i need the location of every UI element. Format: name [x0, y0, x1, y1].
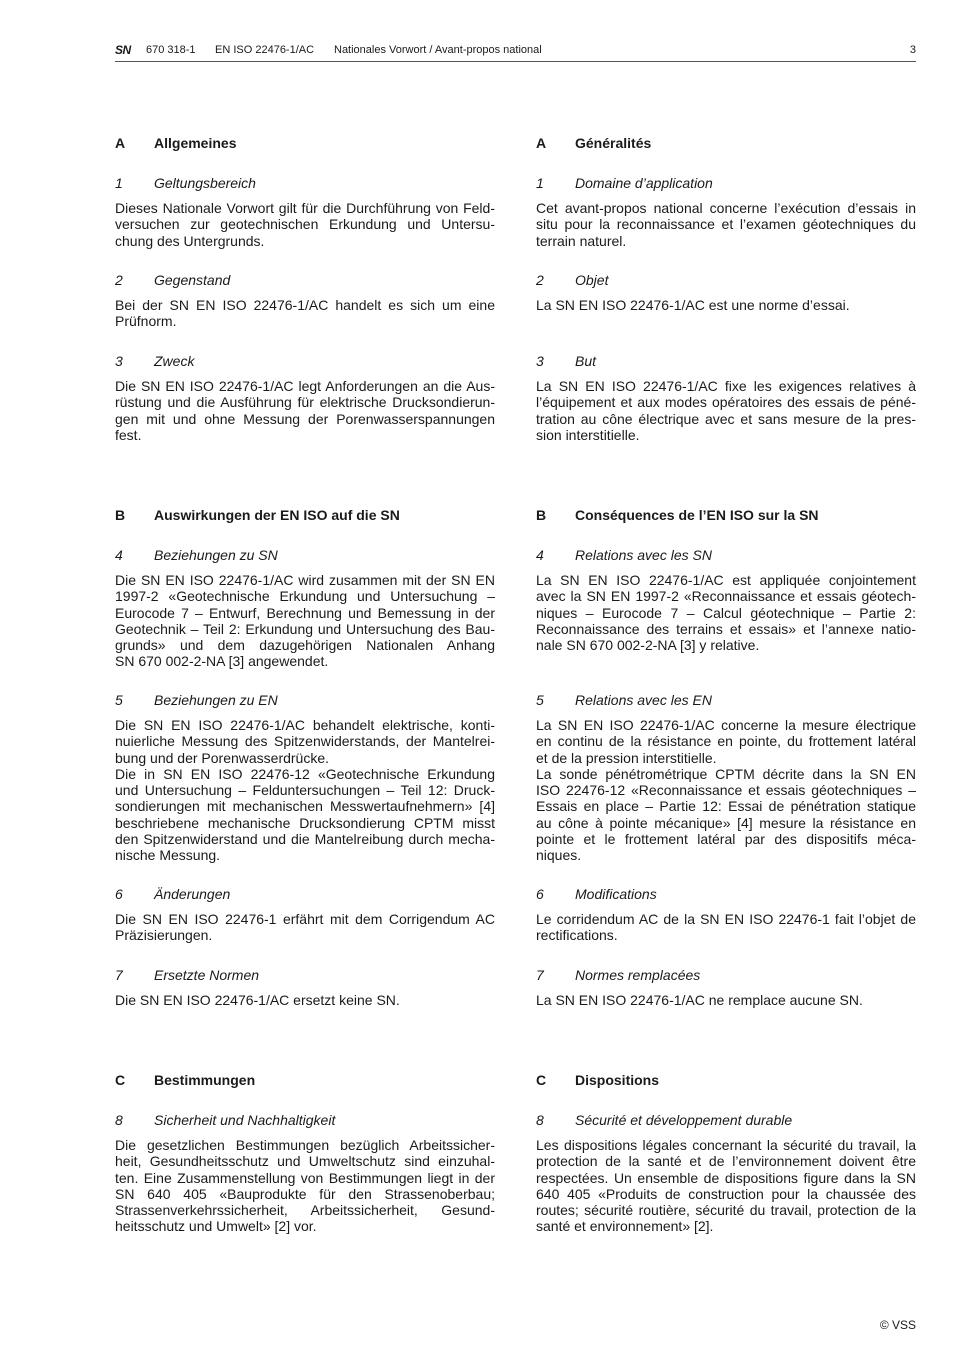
paragraph-s8	[115, 1137, 495, 1235]
heading-number: 3	[536, 353, 544, 369]
text-line: heit, Gesundheitsschutz und Umweltschutz sind einzuhal-	[115, 1153, 495, 1170]
text-line: Die gesetzlichen Bestimmungen bezüglich Arbeitssicher-	[115, 1137, 495, 1153]
text-line: La SN EN ISO 22476-1/AC concerne la mesure électrique	[536, 717, 916, 733]
text-line: tration au cône électrique avec et sans mesure de la pres-	[536, 410, 916, 427]
text-line: sion interstitielle.	[536, 426, 640, 443]
text-line: protection de la santé et de l’environnement doivent être	[536, 1153, 916, 1170]
text-line: Die SN EN ISO 22476-1/AC ersetzt keine SN.	[115, 992, 400, 1008]
heading-number: C	[536, 1072, 547, 1088]
heading-title: Änderungen	[154, 886, 231, 902]
heading-number: 5	[115, 692, 123, 708]
text-line: Die SN EN ISO 22476-1 erfährt mit dem Corrigendum AC	[115, 911, 495, 927]
text-line: gen mit und ohne Messung der Porenwasserspannungen	[115, 410, 495, 427]
text-line: versuchen zur geotechnischen Erkundung und Untersu-	[115, 216, 495, 233]
paragraph-s1	[536, 200, 916, 249]
text-line: et de la pression interstitielle.	[536, 749, 717, 766]
heading-title: Auswirkungen der EN ISO auf die SN	[154, 507, 400, 523]
heading-number: 4	[115, 547, 123, 563]
text-line: Die SN EN ISO 22476-1/AC legt Anforderungen an die Aus-	[115, 378, 495, 394]
text-line: nuierliche Messung des Spitzenwiderstands, der Mantelrei-	[115, 733, 495, 750]
text-line: Die in SN EN ISO 22476-12 «Geotechnische Erkundung	[115, 765, 495, 782]
text-line: La SN EN ISO 22476-1/AC est appliquée conjointement	[536, 572, 916, 588]
text-line: en continu de la résistance en pointe, du frottement latéral	[536, 733, 916, 750]
heading-title: Sicherheit und Nachhaltigkeit	[154, 1112, 336, 1128]
text-line: rüstung und die Ausführung für elektrische Drucksondierun-	[115, 394, 495, 411]
heading-title: Allgemeines	[154, 135, 237, 151]
paragraph-s1	[115, 200, 495, 249]
text-line: nische Messung.	[115, 847, 221, 864]
text-line: au cône à pointe mécanique» [4] mesure la résistance en	[536, 814, 916, 831]
heading-title: Beziehungen zu EN	[154, 692, 278, 708]
text-line: La SN EN ISO 22476-1/AC est une norme d’essai.	[536, 297, 850, 313]
text-line: Die SN EN ISO 22476-1/AC behandelt elektrische, konti-	[115, 717, 495, 733]
heading-number: 2	[536, 272, 544, 288]
text-line: Bei der SN EN ISO 22476-1/AC handelt es sich um eine	[115, 297, 495, 313]
paragraph-s4	[536, 572, 916, 653]
heading-number: 6	[536, 886, 544, 902]
heading-number: 5	[536, 692, 544, 708]
text-line: Prüfnorm.	[115, 313, 177, 330]
text-line: Die SN EN ISO 22476-1/AC wird zusammen mit der SN EN	[115, 572, 495, 588]
text-line: santé et environnement» [2].	[536, 1218, 714, 1235]
text-line: pointe et le frottement latéral par des dispositifs méca-	[536, 831, 916, 848]
heading-title: Objet	[575, 272, 609, 288]
heading-number: 1	[115, 175, 123, 191]
text-line: fest.	[115, 426, 142, 443]
text-line: Präzisierungen.	[115, 927, 213, 944]
text-line: rectifications.	[536, 927, 618, 944]
paragraph-s3	[115, 378, 495, 443]
heading-title: Dispositions	[575, 1072, 660, 1088]
text-line: bung und der Porenwasserdrücke.	[115, 749, 330, 766]
paragraph-s6	[115, 911, 495, 944]
paragraph-s5	[536, 717, 916, 864]
heading-title: Normes remplacées	[575, 967, 701, 983]
text-line: routes; sécurité routière, sécurité du travail, protection de la	[536, 1202, 916, 1219]
paragraph-s7	[536, 992, 916, 1008]
text-line: ISO 22476-12 «Reconnaissance et essais géotechniques –	[536, 782, 916, 799]
heading-number: 8	[115, 1112, 123, 1128]
text-line: ten. Eine Zusammenstellung von Bestimmungen liegt in der	[115, 1169, 495, 1186]
heading-title: Zweck	[154, 353, 195, 369]
text-line: den Spitzenwiderstand und die Mantelreibung durch mecha-	[115, 831, 495, 848]
heading-number: 7	[115, 967, 123, 983]
text-line: Les dispositions légales concernant la sécurité du travail, la	[536, 1137, 916, 1153]
heading-title: Ersetzte Normen	[154, 967, 260, 983]
text-line: Le corridendum AC de la SN EN ISO 22476-1 fait l’objet de	[536, 911, 916, 927]
heading-title: But	[575, 353, 597, 369]
text-line: chung des Untergrunds.	[115, 232, 265, 249]
copyright-footer: © VSS	[879, 1318, 916, 1332]
text-line: niques – Eurocode 7 – Calcul géotechnique – Partie 2:	[536, 604, 916, 621]
text-line: La sonde pénétrométrique CPTM décrite dans la SN EN	[536, 765, 916, 782]
heading-title: Bestimmungen	[154, 1072, 256, 1088]
text-line: La SN EN ISO 22476-1/AC fixe les exigences relatives à	[536, 378, 916, 394]
text-line: grunds» und dem dazugehörigen Nationalen Anhang	[115, 637, 495, 654]
running-header	[115, 43, 916, 62]
text-line: nale SN 670 002-2-NA [3] y relative.	[536, 637, 760, 654]
text-line: La SN EN ISO 22476-1/AC ne remplace aucune SN.	[536, 992, 863, 1008]
paragraph-s6	[536, 911, 916, 944]
heading-number: 7	[536, 967, 544, 983]
heading-number: C	[115, 1072, 126, 1088]
heading-number: 8	[536, 1112, 544, 1128]
text-line: Dieses Nationale Vorwort gilt für die Durchführung von Feld-	[115, 200, 495, 216]
heading-number: B	[536, 507, 547, 523]
paragraph-s3	[536, 378, 916, 443]
text-line: Geotechnik – Teil 2: Erkundung und Untersuchung des Bau-	[115, 620, 495, 637]
heading-number: 3	[115, 353, 123, 369]
text-line: und Untersuchung – Felduntersuchungen – Teil 12: Druck-	[115, 782, 495, 799]
heading-number: A	[536, 135, 547, 151]
heading-title: Conséquences de l’EN ISO sur la SN	[575, 507, 819, 523]
heading-title: Geltungsbereich	[154, 175, 256, 191]
text-line: 1997-2 «Geotechnische Erkundung und Untersuchung –	[115, 588, 495, 605]
text-line: SN 640 405 «Bauprodukte für den Strassenoberbau;	[115, 1185, 495, 1202]
heading-number: 4	[536, 547, 544, 563]
paragraph-s8	[536, 1137, 916, 1235]
paragraph-s2	[115, 297, 495, 330]
document-number: 670 318-1	[146, 44, 196, 56]
heading-title: Beziehungen zu SN	[154, 547, 278, 563]
page-number: 3	[909, 44, 916, 56]
heading-title: Généralités	[575, 135, 652, 151]
paragraph-s5	[115, 717, 495, 864]
heading-title: Modifications	[575, 886, 657, 902]
text-line: Essais en place – Partie 12: Essai de pénétration statique	[536, 798, 916, 815]
text-line: avec la SN EN 1997-2 «Reconnaissance et essais géotech-	[536, 588, 916, 605]
text-line: sondierungen mit mechanischen Messwertaufnehmern» [4]	[115, 798, 495, 815]
text-line: Strassenverkehrssicherheit, Arbeitssicherheit, Gesund-	[115, 1202, 495, 1219]
text-line: heitsschutz und Umwelt» [2] vor.	[115, 1218, 317, 1235]
paragraph-s7	[115, 992, 495, 1008]
paragraph-s2	[536, 297, 916, 313]
heading-title: Domaine d’application	[575, 175, 713, 191]
text-line: terrain naturel.	[536, 232, 627, 249]
heading-number: 1	[536, 175, 544, 191]
text-line: SN 670 002-2-NA [3] angewendet.	[115, 653, 329, 670]
heading-title: Sécurité et développement durable	[575, 1112, 793, 1128]
heading-title: Gegenstand	[154, 272, 231, 288]
sn-logo: SN	[115, 43, 131, 57]
text-line: Reconnaissance des terrains et essais» et l’annexe natio-	[536, 620, 916, 637]
heading-number: A	[115, 135, 126, 151]
text-line: l’équipement et aux modes opératoires des essais de péné-	[536, 394, 916, 411]
text-line: respectées. Un ensemble de dispositions figure dans la SN	[536, 1169, 916, 1186]
heading-number: 6	[115, 886, 123, 902]
text-line: situ pour la reconnaissance et l’examen géotechniques du	[536, 216, 916, 233]
text-line: Eurocode 7 – Entwurf, Berechnung und Bemessung in der	[115, 604, 495, 621]
heading-number: B	[115, 507, 126, 523]
text-line: beschriebene mechanische Drucksondierung CPTM misst	[115, 814, 495, 831]
text-line: Cet avant-propos national concerne l’exécution d’essais in	[536, 200, 916, 216]
header-title: Nationales Vorwort / Avant-propos national	[334, 44, 542, 56]
paragraph-s4	[115, 572, 495, 670]
heading-number: 2	[115, 272, 123, 288]
standard-reference: EN ISO 22476-1/AC	[215, 44, 315, 56]
text-line: 640 405 «Produits de construction pour la chaussée des	[536, 1185, 916, 1202]
heading-title: Relations avec les SN	[575, 547, 712, 563]
text-line: niques.	[536, 847, 582, 864]
heading-title: Relations avec les EN	[575, 692, 712, 708]
